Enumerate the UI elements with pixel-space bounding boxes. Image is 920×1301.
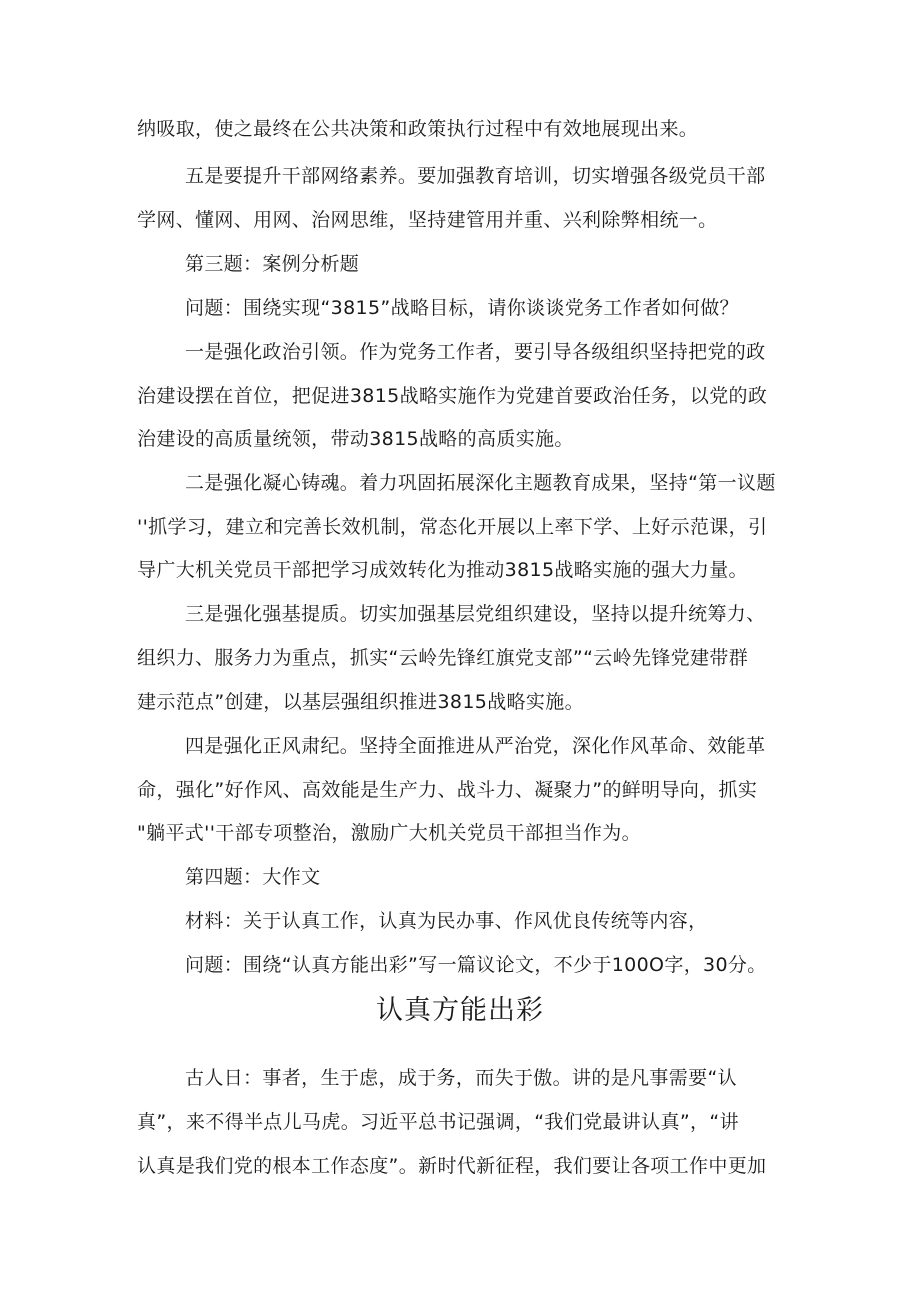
text-line: 四是强化正风肃纪。坚持全面推进从严治党，深化作风革命、效能革 — [185, 735, 766, 757]
text-line: 五是要提升干部网络素养。要加强教育培训，切实增强各级党员干部 — [185, 165, 766, 187]
essay-line: 真”，来不得半点儿马虎。习近平总书记强调，“我们党最讲认真”，“讲 — [137, 1111, 739, 1133]
essay-title: 认真方能出彩 — [376, 995, 544, 1026]
text-line: 三是强化强基提质。切实加强基层党组织建设，坚持以提升统筹力、 — [185, 603, 766, 625]
text-line: 二是强化凝心铸魂。着力巩固拓展深化主题教育成果，坚持“第一议题 — [185, 472, 776, 494]
section-heading: 第四题：大作文 — [185, 866, 321, 888]
text-line: "躺平式''干部专项整治，激励广大机关党员干部担当作为。 — [137, 822, 641, 844]
text-line: 命，强化”好作风、高效能是生产力、战斗力、凝聚力”的鲜明导向，抓实 — [137, 779, 758, 801]
section-heading: 第三题：案例分析题 — [185, 253, 360, 275]
text-line: 纳吸取，使之最终在公共决策和政策执行过程中有效地展现出来。 — [137, 118, 699, 140]
text-line: 一是强化政治引领。作为党务工作者，要引导各级组织坚持把党的政 — [185, 341, 766, 363]
essay-line: 认真是我们党的根本工作态度”。新时代新征程，我们要让各项工作中更加 — [137, 1155, 767, 1177]
text-line: 组织力、服务力为重点，抓实“云岭先锋红旗党支部”“云岭先锋党建带群 — [137, 647, 749, 669]
question-line: 问题：围绕实现“3815”战略目标，请你谈谈党务工作者如何做？ — [185, 297, 739, 319]
text-line: 学网、懂网、用网、治网思维，坚持建管用并重、兴利除弊相统一。 — [137, 209, 718, 231]
text-line: 导广大机关党员干部把学习成效转化为推动3815战略实施的强大力量。 — [137, 559, 748, 581]
essay-line: 古人日：事者，生于虑，成于务，而失于傲。讲的是凡事需要“认 — [185, 1067, 737, 1089]
text-line: 治建设摆在首位，把促进3815战略实施作为党建首要政治任务，以党的政 — [137, 385, 768, 407]
text-line: ''抓学习，建立和完善长效机制，常态化开展以上率下学、上好示范课，引 — [137, 516, 768, 538]
material-line: 材料：关于认真工作，认真为民办事、作风优良传统等内容， — [185, 910, 708, 932]
text-line: 治建设的高质量统领，带动3815战略的高质实施。 — [137, 428, 574, 450]
text-line: 建示范点”创建，以基层强组织推进3815战略实施。 — [137, 691, 584, 713]
question-line: 问题：围绕“认真方能出彩”写一篇议论文，不少于100O字，30分。 — [185, 954, 767, 976]
